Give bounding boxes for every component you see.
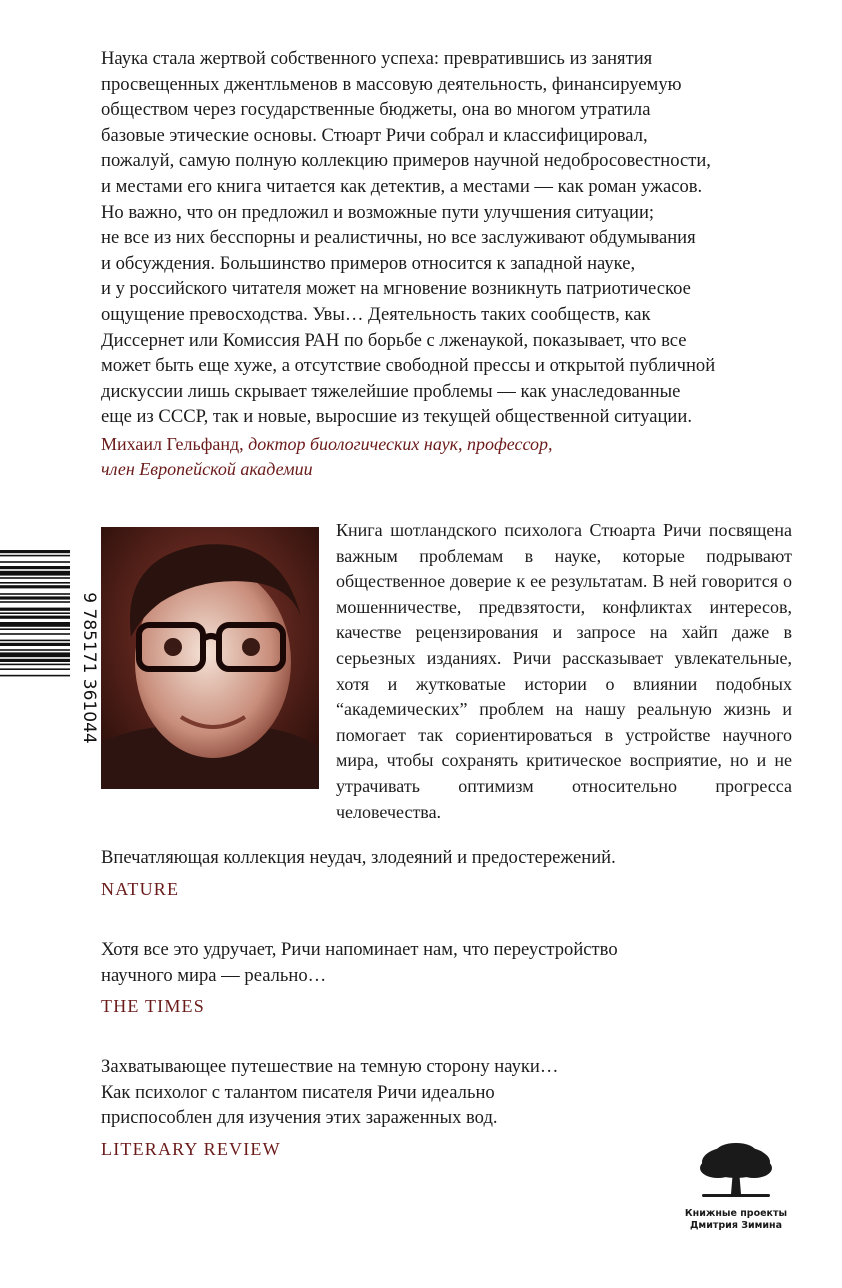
barcode-bar	[0, 649, 70, 651]
barcode-bar	[0, 643, 70, 646]
attribution-name: Михаил Гельфанд,	[101, 434, 244, 454]
barcode-digits: 9 785171 361044	[79, 592, 99, 744]
barcode-graphic	[0, 548, 99, 788]
barcode-bar	[0, 571, 70, 576]
barcode-bar	[0, 608, 70, 611]
publisher-logo	[676, 1142, 796, 1232]
review-source: LITERARY REVIEW	[101, 1138, 281, 1159]
intro-text: Наука стала жертвой собственного успеха: превратившись из занятия просвещенных джентльменов в массовую деятельность, финансируемую обществом через государственные бюджеты, она во многом утратила базовые этические основы. Стюарт Ричи собрал и классифицировал, пожалуй, самую полную коллекцию примеров научной недобросовестности, и местами его книга читается как детектив, а местами — как роман ужасов. Но важно, что он предложил и возможные пути улучшения ситуации; не все из них бесспорны и реалистичны, но все заслуживают обдумывания и обсуждения. Большинство примеров относится к западной науке, и у российского читателя может на мгновение возникнуть патриотическое ощущение превосходства. Увы… Деятельность таких сообществ, как Диссернет или Комиссия РАН по борьбе с лженаукой, показывает, что все может быть еще хуже, а отсутствие свободной прессы и открытой публичной дискуссии лишь скрывает тяжелейшие проблемы — как унаследованные еще из СССР, так и новые, выросшие из текущей общественной ситуации.	[101, 48, 716, 428]
attribution-title-2: член Европейской академии	[101, 459, 313, 479]
barcode-bar	[0, 585, 70, 588]
barcode-bar	[0, 622, 70, 627]
barcode-bar	[0, 628, 70, 630]
barcode-bar	[0, 577, 70, 579]
review-quote	[101, 845, 791, 902]
barcode-bar	[0, 675, 70, 677]
barcode-bar	[0, 616, 70, 619]
intro-attribution	[101, 432, 791, 482]
author-photo	[101, 527, 319, 789]
review-source: NATURE	[101, 878, 180, 899]
barcode-bar	[0, 659, 70, 662]
barcode-bar	[0, 633, 70, 635]
review-text: Впечатляющая коллекция неудач, злодеяний и предостережений.	[101, 847, 616, 868]
publisher-name: Книжные проекты Дмитрия Зимина	[684, 1208, 788, 1231]
barcode-bar	[0, 561, 70, 563]
barcode-bar	[0, 596, 70, 599]
review-text: Захватывающее путешествие на темную сторону науки… Как психолог с талантом писателя Ричи идеально приспособлен для изучения этих зараженных вод.	[101, 1056, 559, 1129]
book-description	[336, 518, 792, 825]
barcode-bar	[0, 652, 70, 657]
review-quote	[101, 937, 791, 1020]
barcode-bar	[0, 593, 70, 595]
barcode-bar	[0, 582, 70, 584]
barcode-bar	[0, 555, 70, 557]
attribution-title-1: доктор биологических наук, профессор,	[248, 434, 553, 454]
barcode-bar	[0, 612, 70, 614]
review-text: Хотя все это удручает, Ричи напоминает нам, что переустройство научного мира — реально…	[101, 939, 618, 986]
intro-quote	[101, 46, 791, 430]
barcode-bar	[0, 664, 70, 666]
tree-icon	[696, 1142, 776, 1204]
description-text: Книга шотландского психолога Стюарта Ричи посвящена важным проблемам в науке, которые подрывают общественное доверие к ее результатам. В ней говорится о мошенничестве, предвзятости, конфликтах интересов, качестве рецензирования и запросе на хайп даже в серьезных изданиях. Ричи рассказывает увлекательные, хотя и жутковатые истории о влиянии подобных “академических” проблем на нашу реальную жизнь и помогает так сориентироваться в устройстве научного мира, чтобы сохранять критическое восприятие, но и не утрачивать оптимизм относительно прогресса человечества.	[336, 520, 792, 822]
barcode-bar	[0, 640, 70, 642]
barcode-bar	[0, 601, 70, 603]
isbn-barcode	[0, 548, 99, 788]
barcode-bar	[0, 550, 70, 553]
barcode-bar	[0, 668, 70, 670]
review-source: THE TIMES	[101, 996, 205, 1017]
barcode-bar	[0, 566, 70, 569]
author-portrait	[101, 527, 319, 789]
